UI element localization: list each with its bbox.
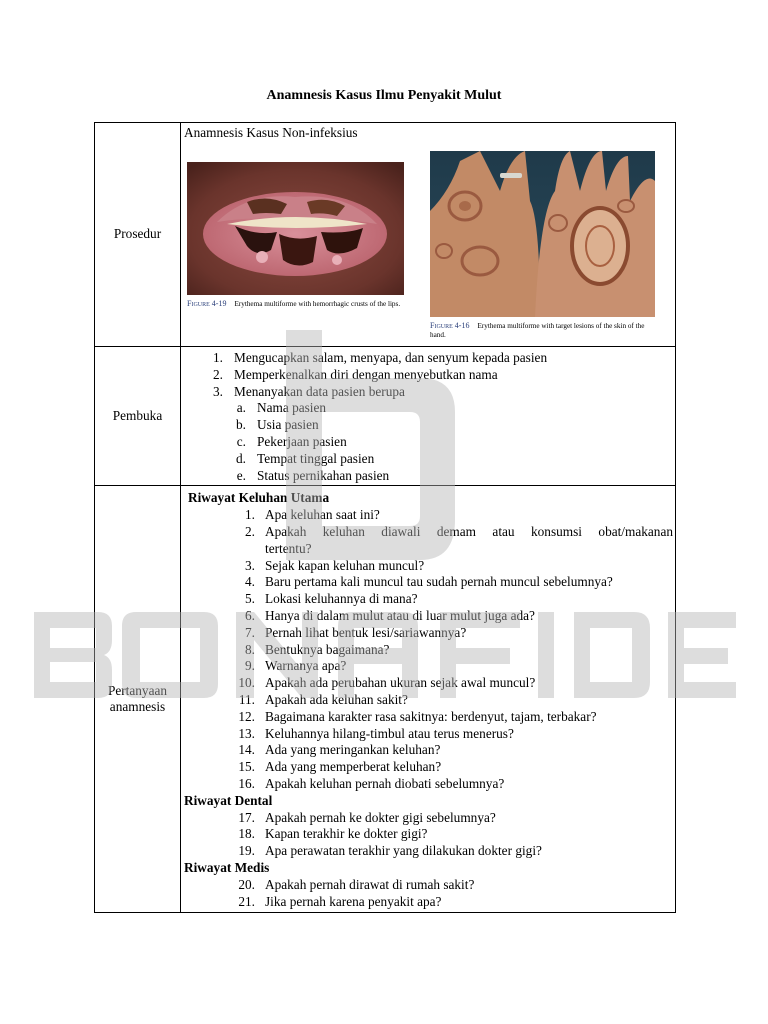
list-item: 16. Apakah keluhan pernah diobati sebelumnya? (238, 775, 505, 791)
list-item: 15. Ada yang memperberat keluhan? (238, 759, 442, 775)
lips-lesion-photo (187, 162, 404, 295)
figure-caption-hand: Figure 4-16 Erythema multiforme with target lesions of the skin of the hand. (430, 321, 645, 339)
content-pembuka (181, 347, 676, 486)
list-item: 5. Lokasi keluhannya di mana? (245, 591, 418, 607)
sub-list-item: e. Status pernikahan pasien (236, 467, 390, 483)
section-title: Riwayat Keluhan Utama (188, 490, 330, 506)
list-item: 2. Apakah keluhan diawali demam atau konsumsi obat/makanan tertentu? (245, 523, 673, 556)
section-title: Riwayat Dental (184, 792, 273, 808)
sub-list-item: b. Usia pasien (236, 417, 319, 433)
list-item: 3. Sejak kapan keluhan muncul? (245, 557, 425, 573)
list-item: 8. Bentuknya bagaimana? (245, 641, 390, 657)
list-item: 3. Menanyakan data pasien berupa (213, 383, 405, 399)
procedure-heading: Anamnesis Kasus Non-infeksius (184, 125, 358, 140)
list-item: 1. Mengucapkan salam, menyapa, dan senyum kepada pasien (213, 350, 548, 365)
section-title: Riwayat Medis (184, 859, 270, 875)
list-item: 11. Apakah ada keluhan sakit? (238, 691, 408, 707)
list-item: 7. Pernah lihat bentuk lesi/sariawannya? (245, 624, 467, 640)
figure-caption-lips: Figure 4-19 Erythema multiforme with hemorrhagic crusts of the lips. (187, 299, 401, 308)
content-prosedur (181, 123, 676, 347)
document-title: Anamnesis Kasus Ilmu Penyakit Mulut (266, 88, 502, 103)
list-item: 19. Apa perawatan terakhir yang dilakukan dokter gigi? (238, 843, 542, 859)
list-item: 2. Memperkenalkan diri dengan menyebutkan nama (213, 366, 498, 382)
list-item: 10. Apakah ada perubahan ukuran sejak awal muncul? (238, 675, 536, 691)
list-item: 18. Kapan terakhir ke dokter gigi? (238, 826, 428, 842)
list-item: 1. Apa keluhan saat ini? (245, 507, 380, 523)
label-prosedur: Prosedur (95, 123, 181, 347)
label-pembuka: Pembuka (95, 347, 181, 486)
sub-list-item: c. Pekerjaan pasien (236, 433, 347, 449)
row-pembuka (95, 347, 676, 486)
list-item: 20. Apakah pernah dirawat di rumah sakit? (238, 876, 475, 892)
list-item: 4. Baru pertama kali muncul tau sudah pernah muncul sebelumnya? (245, 574, 613, 590)
anamnesis-table (94, 122, 676, 913)
list-item: 12. Bagaimana karakter rasa sakitnya: berdenyut, tajam, terbakar? (238, 708, 597, 724)
list-item: 14. Ada yang meringankan keluhan? (238, 742, 441, 758)
hand-lesion-photo (430, 151, 655, 317)
list-item: 17. Apakah pernah ke dokter gigi sebelumnya? (238, 809, 496, 825)
list-item: 13. Keluhannya hilang-timbul atau terus menerus? (238, 725, 514, 741)
list-item: 6. Hanya di dalam mulut atau di luar mulut juga ada? (245, 607, 535, 623)
row-anamnesis (95, 486, 676, 913)
sub-list-item: a. Nama pasien (236, 400, 327, 416)
sub-list-item: d. Tempat tinggal pasien (236, 450, 375, 466)
list-item: 21. Jika pernah karena penyakit apa? (238, 893, 442, 909)
label-anamnesis: Pertanyaan anamnesis (95, 486, 181, 913)
row-prosedur (95, 123, 676, 347)
list-item: 9. Warnanya apa? (245, 658, 347, 674)
watermark-text: BONAFIDE (0, 0, 6, 1)
content-anamnesis (181, 486, 676, 913)
